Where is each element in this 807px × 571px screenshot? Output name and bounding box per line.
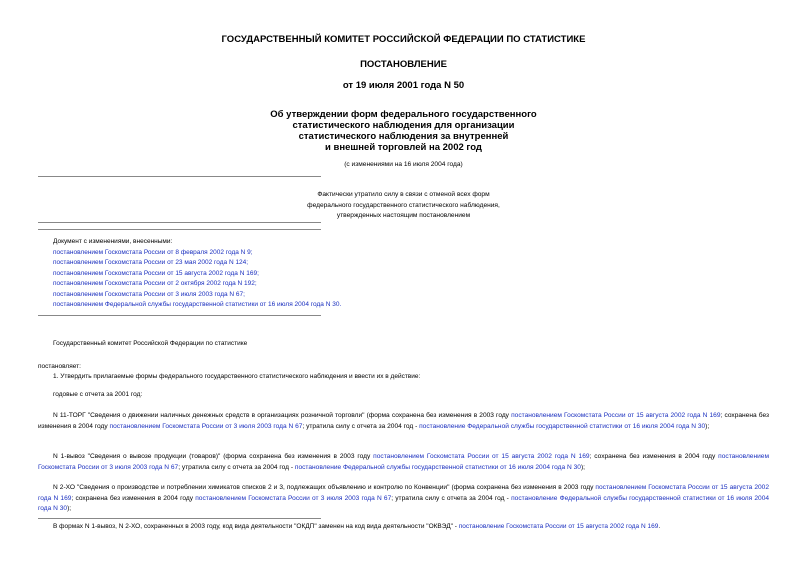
amendment-link[interactable]: постановлением Госкомстата России от 15 августа 2002 года N 169 (38, 484, 770, 502)
issuer-text: Государственный комитет Российской Федерации по статистике (53, 340, 248, 347)
amendment-link[interactable]: постановлением Госкомстата России от 8 февраля 2002 года N 9; (53, 248, 253, 256)
amendment-link[interactable]: постановлением Госкомстата России от 3 июля 2003 года N 67; (53, 290, 245, 298)
amendment-link[interactable]: постановлением Госкомстата России от 23 мая 2002 года N 124; (53, 259, 249, 266)
amendment-link[interactable]: постановление Госкомстата России от 15 августа 2002 года N 169 (458, 523, 659, 530)
okved-note (53, 522, 660, 533)
amendments-block (53, 237, 341, 311)
amendment-link[interactable]: постановлением Госкомстата России от 15 августа 2002 года N 169 (511, 412, 721, 419)
paragraph-text: ; сохранена без изменения в 2004 году (71, 494, 196, 502)
status-line: утвержденных настоящим постановлением (336, 212, 471, 219)
repeal-link[interactable]: постановление Федеральной службы государственной статистики от 16 июля 2004 года N 30 (38, 494, 770, 512)
paragraph-text: N 11-ТОРГ "Сведения о движении наличных денежных средств в организациях розничной торговли" (форма сохранена без изменения в 2003 году (53, 412, 512, 419)
paragraph-text: N 1-вывоз "Сведения о вывозе продукции (товаров)" (форма сохранена без изменения в 2003 году (53, 453, 374, 460)
decides-text: постановляет: (38, 363, 81, 370)
amendment-link[interactable]: постановлением Федеральной службы государственной статистики от 16 июля 2004 года N 30. (53, 301, 342, 308)
paragraph-1-vyvoz (38, 452, 769, 473)
status-line: Фактически утратило силу в связи с отменой всех форм (317, 191, 490, 198)
paragraph-text: ); (67, 505, 72, 512)
divider (38, 222, 321, 223)
amendment-link[interactable]: постановлением Госкомстата России от 15 августа 2002 года N 169; (53, 269, 259, 277)
amendment-link[interactable]: постановлением Госкомстата России от 2 октября 2002 года N 192; (53, 280, 257, 287)
title-line: Об утверждении форм федерального государственного (270, 109, 537, 120)
status-note (200, 190, 607, 222)
repeal-link[interactable]: постановление Федеральной службы государственной статистики от 16 июля 2004 года N 30 (419, 422, 706, 430)
paragraph-text: ; сохранена без изменения в 2004 году (38, 412, 770, 430)
title-line: и внешней торговлей на 2002 год (325, 142, 482, 153)
paragraph-text: ); (705, 422, 710, 430)
status-line: федерального государственного статистического наблюдения, (307, 201, 500, 209)
repeal-link[interactable]: постановление Федеральной службы государственной статистики от 16 июля 2004 года N 30 (294, 463, 581, 471)
divider (38, 176, 321, 177)
divider (38, 518, 321, 519)
note-text: . (658, 523, 661, 530)
document-type: ПОСТАНОВЛЕНИЕ (360, 59, 447, 70)
committee-heading: ГОСУДАРСТВЕННЫЙ КОМИТЕТ РОССИЙСКОЙ ФЕДЕРАЦИИ ПО СТАТИСТИКЕ (221, 34, 586, 45)
item-1-text: 1. Утвердить прилагаемые формы федерального государственного статистического наблюдения и ввести их в действие: (53, 373, 421, 380)
divider (38, 315, 321, 316)
changes-note: (с изменениями на 16 июля 2004 года) (344, 161, 463, 168)
paragraph-11-torg (38, 411, 769, 432)
annual-heading: годовые с отчета за 2001 год: (53, 391, 143, 398)
paragraph-text: N 2-ХО "Сведения о производстве и потреблении химикатов списков 2 и 3, подлежащих объявлению и контролю по Конвенции" (форма сохранена без изменения в 2003 году (53, 484, 596, 491)
amendment-link[interactable]: постановлением Госкомстата России от 3 июля 2003 года N 67 (195, 494, 392, 502)
paragraph-text: ; утратила силу с отчета за 2004 год - (302, 422, 420, 430)
paragraph-2-ho (38, 483, 769, 515)
amendment-link[interactable]: постановлением Госкомстата России от 3 июля 2003 года N 67 (38, 453, 770, 471)
paragraph-text: ; сохранена без изменения в 2004 году (589, 453, 719, 460)
divider (38, 229, 321, 230)
amendment-link[interactable]: постановлением Госкомстата России от 15 августа 2002 года N 169 (373, 453, 590, 460)
paragraph-text: ; утратила силу с отчета за 2004 год - (391, 494, 512, 502)
paragraph-text: ); (580, 463, 585, 471)
note-text: В формах N 1-вывоз, N 2-ХО, сохраненных в 2003 году, код вида деятельности "ОКДП" заменен на код вида деятельности "ОКВЭД" - (53, 523, 459, 530)
document-title (200, 109, 607, 153)
amendments-heading: Документ с изменениями, внесенными: (53, 238, 173, 245)
paragraph-text: ; утратила силу с отчета за 2004 год - (178, 463, 295, 471)
title-line: статистического наблюдения для организации (292, 120, 515, 131)
amendment-link[interactable]: постановлением Госкомстата России от 3 июля 2003 года N 67 (109, 422, 303, 430)
document-date: от 19 июля 2001 года N 50 (342, 80, 465, 91)
title-line: статистического наблюдения за внутренней (298, 131, 509, 142)
